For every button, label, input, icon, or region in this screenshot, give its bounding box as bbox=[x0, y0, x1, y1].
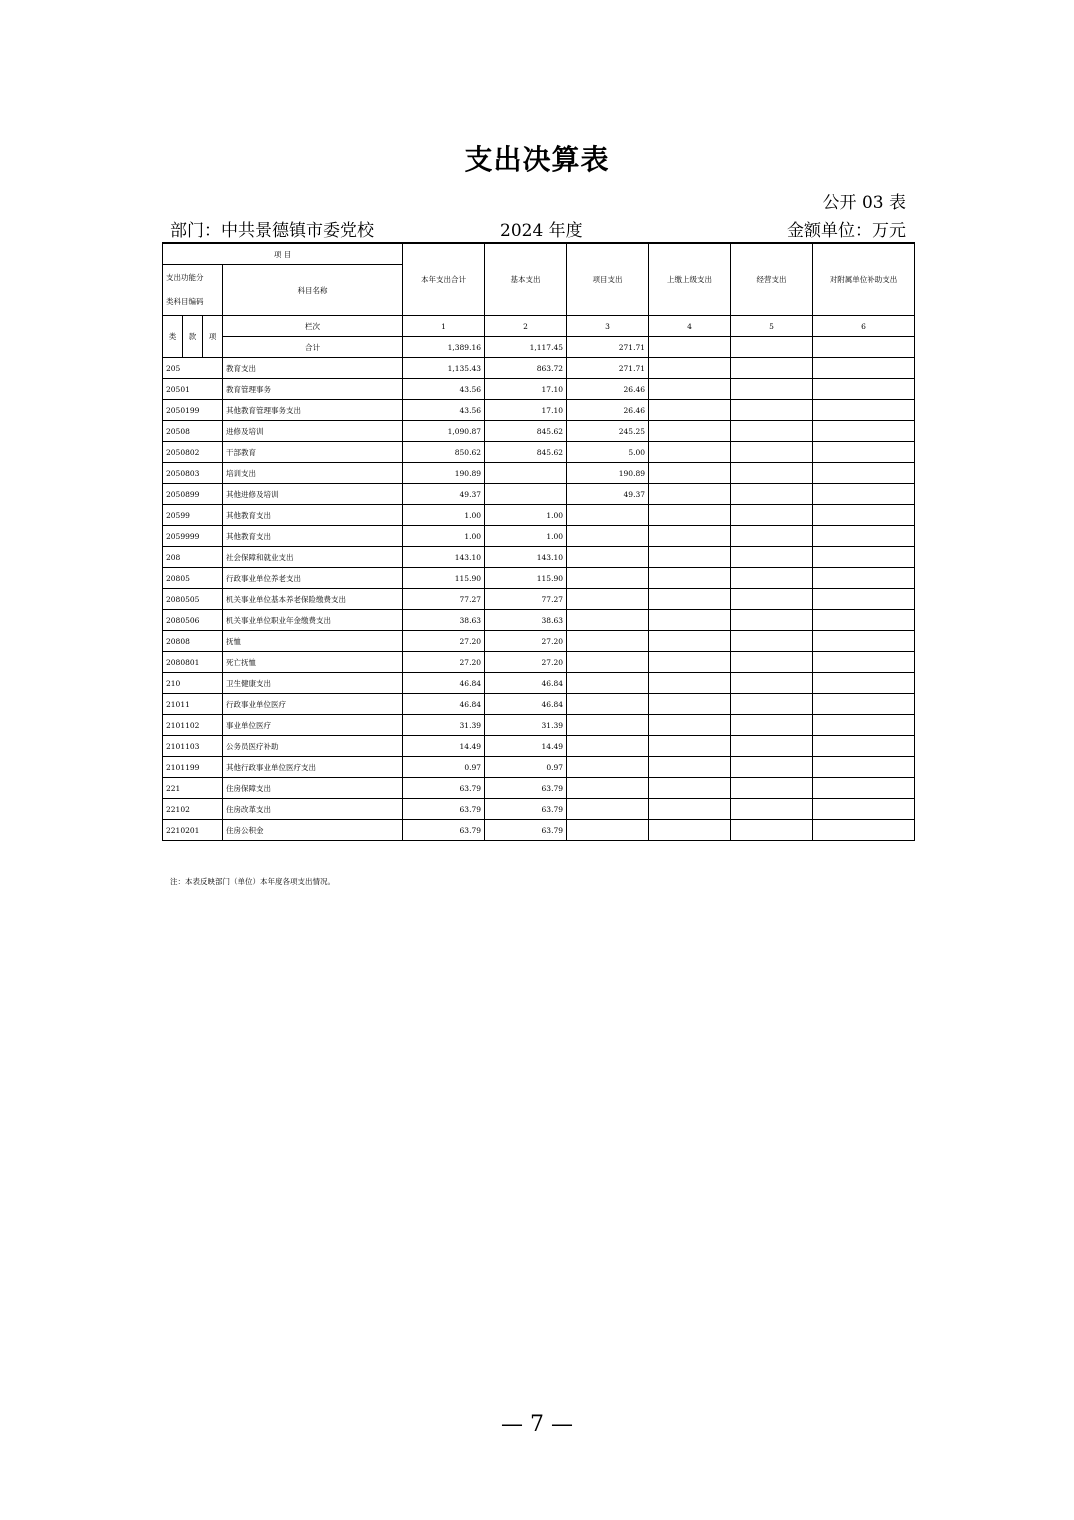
row-project bbox=[567, 736, 649, 757]
row-basic: 27.20 bbox=[485, 652, 567, 673]
row-basic: 1.00 bbox=[485, 505, 567, 526]
header-project-exp: 项目支出 bbox=[567, 243, 649, 316]
table-row bbox=[163, 736, 915, 757]
row-subsidy bbox=[813, 694, 915, 715]
header-subject-name: 科目名称 bbox=[223, 265, 403, 316]
row-business bbox=[731, 631, 813, 652]
header-lanci: 栏次 bbox=[223, 316, 403, 337]
row-upper bbox=[649, 757, 731, 778]
row-project bbox=[567, 568, 649, 589]
row-code: 2101102 bbox=[163, 715, 223, 736]
row-business bbox=[731, 736, 813, 757]
table-row bbox=[163, 421, 915, 442]
table-row bbox=[163, 379, 915, 400]
row-basic: 31.39 bbox=[485, 715, 567, 736]
row-upper bbox=[649, 736, 731, 757]
row-subsidy bbox=[813, 442, 915, 463]
row-subject-name: 住房改革支出 bbox=[223, 799, 403, 820]
table-row bbox=[163, 631, 915, 652]
table-row bbox=[163, 547, 915, 568]
row-business bbox=[731, 589, 813, 610]
row-project: 271.71 bbox=[567, 358, 649, 379]
row-upper bbox=[649, 463, 731, 484]
row-business bbox=[731, 568, 813, 589]
total-label: 合计 bbox=[223, 337, 403, 358]
row-code: 2101103 bbox=[163, 736, 223, 757]
row-code: 20508 bbox=[163, 421, 223, 442]
row-project bbox=[567, 652, 649, 673]
row-basic: 46.84 bbox=[485, 673, 567, 694]
row-subject-name: 其他教育管理事务支出 bbox=[223, 400, 403, 421]
row-upper bbox=[649, 652, 731, 673]
row-project: 26.46 bbox=[567, 400, 649, 421]
amount-unit: 金额单位：万元 bbox=[787, 221, 906, 241]
row-upper bbox=[649, 610, 731, 631]
row-total: 63.79 bbox=[403, 820, 485, 841]
page-number: — 7 — bbox=[501, 1412, 573, 1437]
row-upper bbox=[649, 568, 731, 589]
row-project bbox=[567, 526, 649, 547]
row-business bbox=[731, 757, 813, 778]
row-subsidy bbox=[813, 568, 915, 589]
row-subject-name: 死亡抚恤 bbox=[223, 652, 403, 673]
total-amount: 1,389.16 bbox=[403, 337, 485, 358]
row-basic: 17.10 bbox=[485, 379, 567, 400]
row-code: 2080505 bbox=[163, 589, 223, 610]
row-total: 850.62 bbox=[403, 442, 485, 463]
form-number: 公开 03 表 bbox=[822, 193, 906, 213]
row-code: 22102 bbox=[163, 799, 223, 820]
row-basic: 0.97 bbox=[485, 757, 567, 778]
table-row bbox=[163, 589, 915, 610]
row-subject-name: 社会保障和就业支出 bbox=[223, 547, 403, 568]
header-total: 本年支出合计 bbox=[403, 243, 485, 316]
row-subject-name: 其他行政事业单位医疗支出 bbox=[223, 757, 403, 778]
row-project bbox=[567, 757, 649, 778]
row-basic bbox=[485, 484, 567, 505]
row-business bbox=[731, 526, 813, 547]
row-upper bbox=[649, 442, 731, 463]
row-subsidy bbox=[813, 715, 915, 736]
row-subsidy bbox=[813, 652, 915, 673]
row-total: 49.37 bbox=[403, 484, 485, 505]
row-subject-name: 教育支出 bbox=[223, 358, 403, 379]
table-row bbox=[163, 778, 915, 799]
header-lei: 类 bbox=[163, 316, 183, 358]
row-upper bbox=[649, 715, 731, 736]
row-subject-name: 机关事业单位基本养老保险缴费支出 bbox=[223, 589, 403, 610]
header-business: 经营支出 bbox=[731, 243, 813, 316]
row-total: 27.20 bbox=[403, 652, 485, 673]
row-business bbox=[731, 673, 813, 694]
row-subject-name: 进修及培训 bbox=[223, 421, 403, 442]
row-subject-name: 教育管理事务 bbox=[223, 379, 403, 400]
row-code: 20501 bbox=[163, 379, 223, 400]
header-xiang: 项 bbox=[203, 316, 223, 358]
row-upper bbox=[649, 799, 731, 820]
col-number-2: 2 bbox=[485, 316, 567, 337]
table-row bbox=[163, 673, 915, 694]
table-row bbox=[163, 526, 915, 547]
row-upper bbox=[649, 421, 731, 442]
row-basic: 77.27 bbox=[485, 589, 567, 610]
row-project: 49.37 bbox=[567, 484, 649, 505]
header-func-code-line2: 类科目编码 bbox=[166, 297, 204, 306]
row-subject-name: 培训支出 bbox=[223, 463, 403, 484]
expenditure-table bbox=[162, 242, 915, 841]
total-project: 271.71 bbox=[567, 337, 649, 358]
row-total: 46.84 bbox=[403, 694, 485, 715]
table-row bbox=[163, 799, 915, 820]
row-total: 143.10 bbox=[403, 547, 485, 568]
row-subject-name: 住房公积金 bbox=[223, 820, 403, 841]
row-business bbox=[731, 463, 813, 484]
row-upper bbox=[649, 379, 731, 400]
row-subsidy bbox=[813, 484, 915, 505]
row-code: 2101199 bbox=[163, 757, 223, 778]
col-number-4: 4 bbox=[649, 316, 731, 337]
row-basic: 115.90 bbox=[485, 568, 567, 589]
row-business bbox=[731, 505, 813, 526]
row-basic: 63.79 bbox=[485, 778, 567, 799]
row-project: 190.89 bbox=[567, 463, 649, 484]
row-code: 20599 bbox=[163, 505, 223, 526]
row-total: 190.89 bbox=[403, 463, 485, 484]
row-business bbox=[731, 610, 813, 631]
row-basic: 863.72 bbox=[485, 358, 567, 379]
row-total: 1.00 bbox=[403, 526, 485, 547]
row-subsidy bbox=[813, 757, 915, 778]
row-total: 77.27 bbox=[403, 589, 485, 610]
row-basic: 143.10 bbox=[485, 547, 567, 568]
row-upper bbox=[649, 547, 731, 568]
row-subsidy bbox=[813, 463, 915, 484]
row-total: 63.79 bbox=[403, 778, 485, 799]
table-row bbox=[163, 715, 915, 736]
row-upper bbox=[649, 673, 731, 694]
row-code: 2050803 bbox=[163, 463, 223, 484]
header-func-code bbox=[163, 265, 223, 316]
row-basic: 63.79 bbox=[485, 820, 567, 841]
row-subject-name: 机关事业单位职业年金缴费支出 bbox=[223, 610, 403, 631]
row-business bbox=[731, 694, 813, 715]
row-total: 27.20 bbox=[403, 631, 485, 652]
row-total: 63.79 bbox=[403, 799, 485, 820]
row-subject-name: 其他教育支出 bbox=[223, 526, 403, 547]
table-row bbox=[163, 568, 915, 589]
row-business bbox=[731, 442, 813, 463]
row-upper bbox=[649, 778, 731, 799]
row-subsidy bbox=[813, 631, 915, 652]
row-total: 115.90 bbox=[403, 568, 485, 589]
row-project bbox=[567, 694, 649, 715]
header-upper: 上缴上级支出 bbox=[649, 243, 731, 316]
row-total: 1,090.87 bbox=[403, 421, 485, 442]
row-basic: 14.49 bbox=[485, 736, 567, 757]
row-code: 2050199 bbox=[163, 400, 223, 421]
row-upper bbox=[649, 820, 731, 841]
row-business bbox=[731, 652, 813, 673]
row-subsidy bbox=[813, 400, 915, 421]
row-subsidy bbox=[813, 547, 915, 568]
row-basic: 17.10 bbox=[485, 400, 567, 421]
row-code: 2050802 bbox=[163, 442, 223, 463]
row-code: 2080506 bbox=[163, 610, 223, 631]
row-subject-name: 行政事业单位医疗 bbox=[223, 694, 403, 715]
table-row bbox=[163, 400, 915, 421]
row-total: 1.00 bbox=[403, 505, 485, 526]
row-total: 0.97 bbox=[403, 757, 485, 778]
row-upper bbox=[649, 358, 731, 379]
row-subject-name: 公务员医疗补助 bbox=[223, 736, 403, 757]
row-code: 20805 bbox=[163, 568, 223, 589]
row-code: 20808 bbox=[163, 631, 223, 652]
table-row bbox=[163, 820, 915, 841]
row-project bbox=[567, 673, 649, 694]
table-row bbox=[163, 505, 915, 526]
total-business bbox=[731, 337, 813, 358]
fiscal-year: 2024 年度 bbox=[500, 221, 583, 241]
row-subject-name: 抚恤 bbox=[223, 631, 403, 652]
row-upper bbox=[649, 400, 731, 421]
row-code: 2080801 bbox=[163, 652, 223, 673]
row-basic bbox=[485, 463, 567, 484]
row-subsidy bbox=[813, 820, 915, 841]
row-subsidy bbox=[813, 505, 915, 526]
row-subject-name: 其他教育支出 bbox=[223, 505, 403, 526]
table-row bbox=[163, 610, 915, 631]
row-upper bbox=[649, 589, 731, 610]
row-code: 208 bbox=[163, 547, 223, 568]
row-basic: 46.84 bbox=[485, 694, 567, 715]
header-basic: 基本支出 bbox=[485, 243, 567, 316]
col-number-6: 6 bbox=[813, 316, 915, 337]
row-upper bbox=[649, 631, 731, 652]
row-basic: 845.62 bbox=[485, 421, 567, 442]
row-project: 5.00 bbox=[567, 442, 649, 463]
row-code: 2050899 bbox=[163, 484, 223, 505]
row-upper bbox=[649, 694, 731, 715]
row-business bbox=[731, 400, 813, 421]
row-subsidy bbox=[813, 799, 915, 820]
row-code: 221 bbox=[163, 778, 223, 799]
row-code: 205 bbox=[163, 358, 223, 379]
row-total: 43.56 bbox=[403, 379, 485, 400]
row-project bbox=[567, 778, 649, 799]
row-subject-name: 事业单位医疗 bbox=[223, 715, 403, 736]
table-row bbox=[163, 694, 915, 715]
row-business bbox=[731, 799, 813, 820]
row-business bbox=[731, 484, 813, 505]
row-business bbox=[731, 778, 813, 799]
row-total: 14.49 bbox=[403, 736, 485, 757]
row-subject-name: 干部教育 bbox=[223, 442, 403, 463]
header-project: 项 目 bbox=[163, 243, 403, 265]
row-subject-name: 住房保障支出 bbox=[223, 778, 403, 799]
table-row bbox=[163, 757, 915, 778]
row-basic: 845.62 bbox=[485, 442, 567, 463]
total-upper bbox=[649, 337, 731, 358]
meta-line bbox=[170, 216, 906, 242]
row-project bbox=[567, 799, 649, 820]
row-subsidy bbox=[813, 673, 915, 694]
row-total: 38.63 bbox=[403, 610, 485, 631]
header-row-project bbox=[163, 243, 915, 265]
row-subsidy bbox=[813, 589, 915, 610]
row-basic: 38.63 bbox=[485, 610, 567, 631]
total-subsidy bbox=[813, 337, 915, 358]
row-project bbox=[567, 547, 649, 568]
department-label: 部门：中共景德镇市委党校 bbox=[170, 221, 374, 241]
table-row bbox=[163, 484, 915, 505]
row-subsidy bbox=[813, 421, 915, 442]
row-project: 26.46 bbox=[567, 379, 649, 400]
header-kuan: 款 bbox=[183, 316, 203, 358]
table-row bbox=[163, 442, 915, 463]
row-code: 210 bbox=[163, 673, 223, 694]
row-business bbox=[731, 547, 813, 568]
row-upper bbox=[649, 526, 731, 547]
col-number-1: 1 bbox=[403, 316, 485, 337]
table-row bbox=[163, 652, 915, 673]
table-row bbox=[163, 358, 915, 379]
row-project bbox=[567, 631, 649, 652]
header-row-lanci bbox=[163, 316, 915, 337]
row-project bbox=[567, 589, 649, 610]
row-upper bbox=[649, 505, 731, 526]
row-project bbox=[567, 610, 649, 631]
row-project: 245.25 bbox=[567, 421, 649, 442]
row-basic: 1.00 bbox=[485, 526, 567, 547]
col-number-3: 3 bbox=[567, 316, 649, 337]
table-note: 注：本表反映部门（单位）本年度各项支出情况。 bbox=[170, 877, 335, 886]
row-total: 43.56 bbox=[403, 400, 485, 421]
row-total: 31.39 bbox=[403, 715, 485, 736]
row-project bbox=[567, 820, 649, 841]
row-business bbox=[731, 715, 813, 736]
row-total: 1,135.43 bbox=[403, 358, 485, 379]
header-func-code-line1: 支出功能分 bbox=[166, 273, 204, 282]
row-code: 2210201 bbox=[163, 820, 223, 841]
table-row bbox=[163, 463, 915, 484]
row-code: 2059999 bbox=[163, 526, 223, 547]
row-subject-name: 行政事业单位养老支出 bbox=[223, 568, 403, 589]
row-basic: 27.20 bbox=[485, 631, 567, 652]
header-subsidy: 对附属单位补助支出 bbox=[813, 243, 915, 316]
row-project bbox=[567, 715, 649, 736]
row-subject-name: 其他进修及培训 bbox=[223, 484, 403, 505]
row-business bbox=[731, 358, 813, 379]
total-basic: 1,117.45 bbox=[485, 337, 567, 358]
row-subsidy bbox=[813, 778, 915, 799]
row-subsidy bbox=[813, 736, 915, 757]
row-basic: 63.79 bbox=[485, 799, 567, 820]
row-subsidy bbox=[813, 379, 915, 400]
col-number-5: 5 bbox=[731, 316, 813, 337]
row-total: 46.84 bbox=[403, 673, 485, 694]
row-business bbox=[731, 421, 813, 442]
row-subsidy bbox=[813, 358, 915, 379]
page-title: 支出决算表 bbox=[464, 143, 610, 176]
row-code: 21011 bbox=[163, 694, 223, 715]
row-subsidy bbox=[813, 526, 915, 547]
row-project bbox=[567, 505, 649, 526]
row-business bbox=[731, 820, 813, 841]
total-row bbox=[163, 337, 915, 358]
row-subject-name: 卫生健康支出 bbox=[223, 673, 403, 694]
row-upper bbox=[649, 484, 731, 505]
row-business bbox=[731, 379, 813, 400]
row-subsidy bbox=[813, 610, 915, 631]
